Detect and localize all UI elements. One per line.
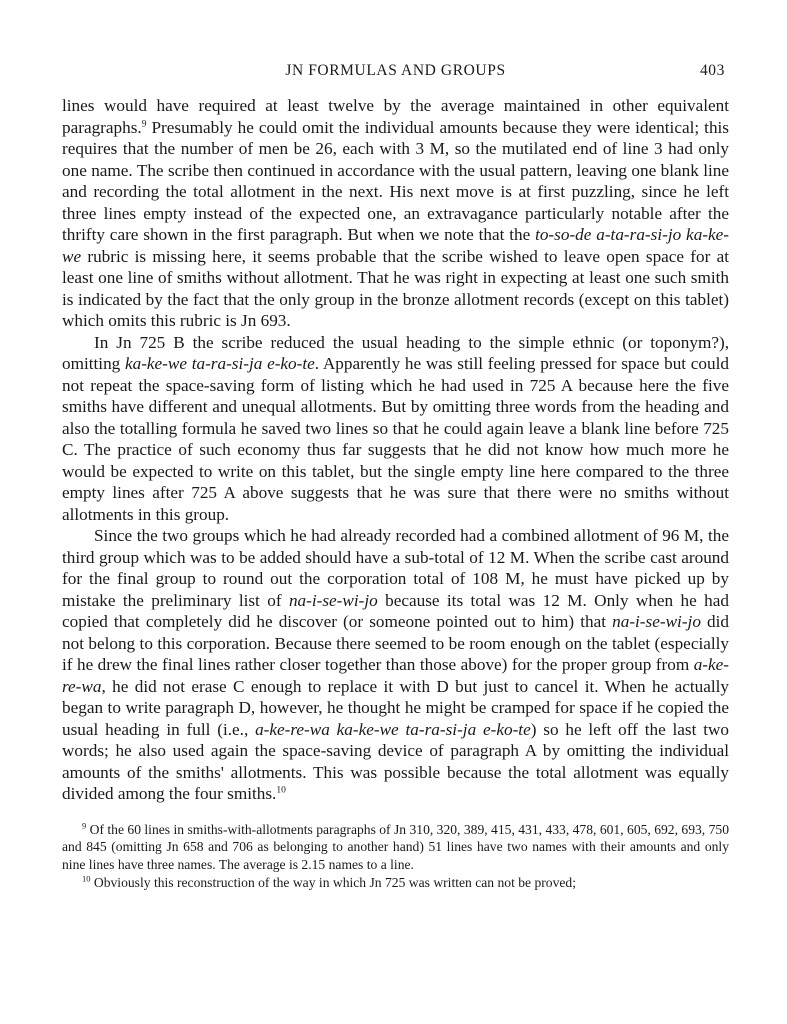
paragraph-3-text-b: because its total was 12 M. Only when he had copied that completely did he discover (or someone pointed out to him) that xyxy=(62,590,729,631)
paragraph-3-italic-term-3: a-ke-re-wa xyxy=(62,655,729,696)
paragraph-3 xyxy=(62,525,729,805)
paragraph-3-text-c: did not belong to this corporation. Because there seemed to be room enough on the tablet (especially if he drew the final lines rather closer together than those above) for the proper group from xyxy=(62,612,729,674)
running-head xyxy=(62,58,729,88)
paragraph-3-text-a: Since the two groups which he had already recorded had a combined allotment of 96 M, the third group which was to be added should have a sub-total of 12 M. When the scribe cast around for the final group to round out the corporation total of 108 M, he must have picked up by mistake the preliminary list of xyxy=(62,526,729,610)
paragraph-3-text-e: ) so he left off the last two words; he also used again the space-saving device of paragraph A by omitting the individual amounts of the smiths' allotments. This was possible because the total allotment was equally divided among the four smiths. xyxy=(62,719,729,803)
paragraph-1-text-c: rubric is missing here, it seems probable that the scribe wished to leave open space for at least one line of smiths without allotment. That he was right in expecting at least one such smith is indicated by the fact that the only group in the bronze allotment records (except on this tablet) which omits this rubric is Jn 693. xyxy=(62,246,729,330)
paragraph-2 xyxy=(62,332,729,526)
paragraph-1-text-b: Presumably he could omit the individual amounts because they were identical; this requires that the number of men be 26, each with 3 M, so the mutilated end of line 3 had only one name. The scribe then continued in accordance with the usual pattern, leaving one blank line and recording the total allotment in the next. His next move is at first puzzling, since he left three lines empty instead of the expected one, an extravagance particularly notable after the thrifty care shown in the first paragraph. But when we note that the xyxy=(62,117,729,244)
paragraph-1 xyxy=(62,95,729,332)
footnote-10 xyxy=(62,874,729,892)
footnote-9-number: 9 xyxy=(82,819,87,830)
body-text xyxy=(62,95,729,805)
footnote-10-text: Obviously this reconstruction of the way in which Jn 725 was written can not be proved; xyxy=(90,874,577,890)
page xyxy=(62,58,729,892)
footnote-10-number: 10 xyxy=(82,873,91,884)
paragraph-3-italic-term-4: a-ke-re-wa ka-ke-we ta-ra-si-ja e-ko-te xyxy=(255,719,531,739)
paragraph-3-italic-term-2: na-i-se-wi-jo xyxy=(612,612,701,631)
paragraph-3-text-d: , he did not erase C enough to replace it with D but just to cancel it. When he actually began to write paragraph D, however, he thought he might be cramped for space if he copied the usual heading in full (i.e., xyxy=(62,676,729,739)
footnote-ref-10: 10 xyxy=(276,785,286,796)
running-title: JN FORMULAS AND GROUPS xyxy=(285,62,506,79)
page-number: 403 xyxy=(699,62,725,79)
paragraph-1-text-a: lines would have required at least twelve by the average maintained in other equivalent paragraphs. xyxy=(62,96,729,137)
paragraph-1-italic-term: to-so-de a-ta-ra-si-jo ka-ke-we xyxy=(62,225,729,266)
paragraph-3-italic-term-1: na-i-se-wi-jo xyxy=(288,590,378,610)
footnote-9-text: Of the 60 lines in smiths-with-allotments paragraphs of Jn 310, 320, 389, 415, 431, 433, 478, 601, 605, 692, 693, 750 and 845 (omitting Jn 658 and 706 as belonging to another hand) 51 lines have two names with their amounts and only nine lines have three names. The average is 2.15 names to a line. xyxy=(62,821,729,873)
footnote-ref-9: 9 xyxy=(141,118,147,129)
footnote-9 xyxy=(62,821,729,874)
paragraph-2-text-b: . Apparently he was still feeling pressed for space but could not repeat the space-saving form of listing which he had used in 725 A because here the five smiths have different and unequal allotments. But by omitting three words from the heading and also the totalling formula he saved two lines so that he could again leave a blank line before 725 C. The practice of such economy thus far suggests that he did not know how much more he would be expected to write on this tablet, but the single empty line here compared to the three empty lines after 725 A above suggests that he was sure that there were no smiths without allotments in this group. xyxy=(62,354,729,524)
paragraph-2-text-a: In Jn 725 B the scribe reduced the usual heading to the simple ethnic (or toponym?), omitting xyxy=(62,332,729,373)
footnotes xyxy=(62,821,729,892)
paragraph-2-italic-term: ka-ke-we ta-ra-si-ja e-ko-te xyxy=(124,354,315,373)
